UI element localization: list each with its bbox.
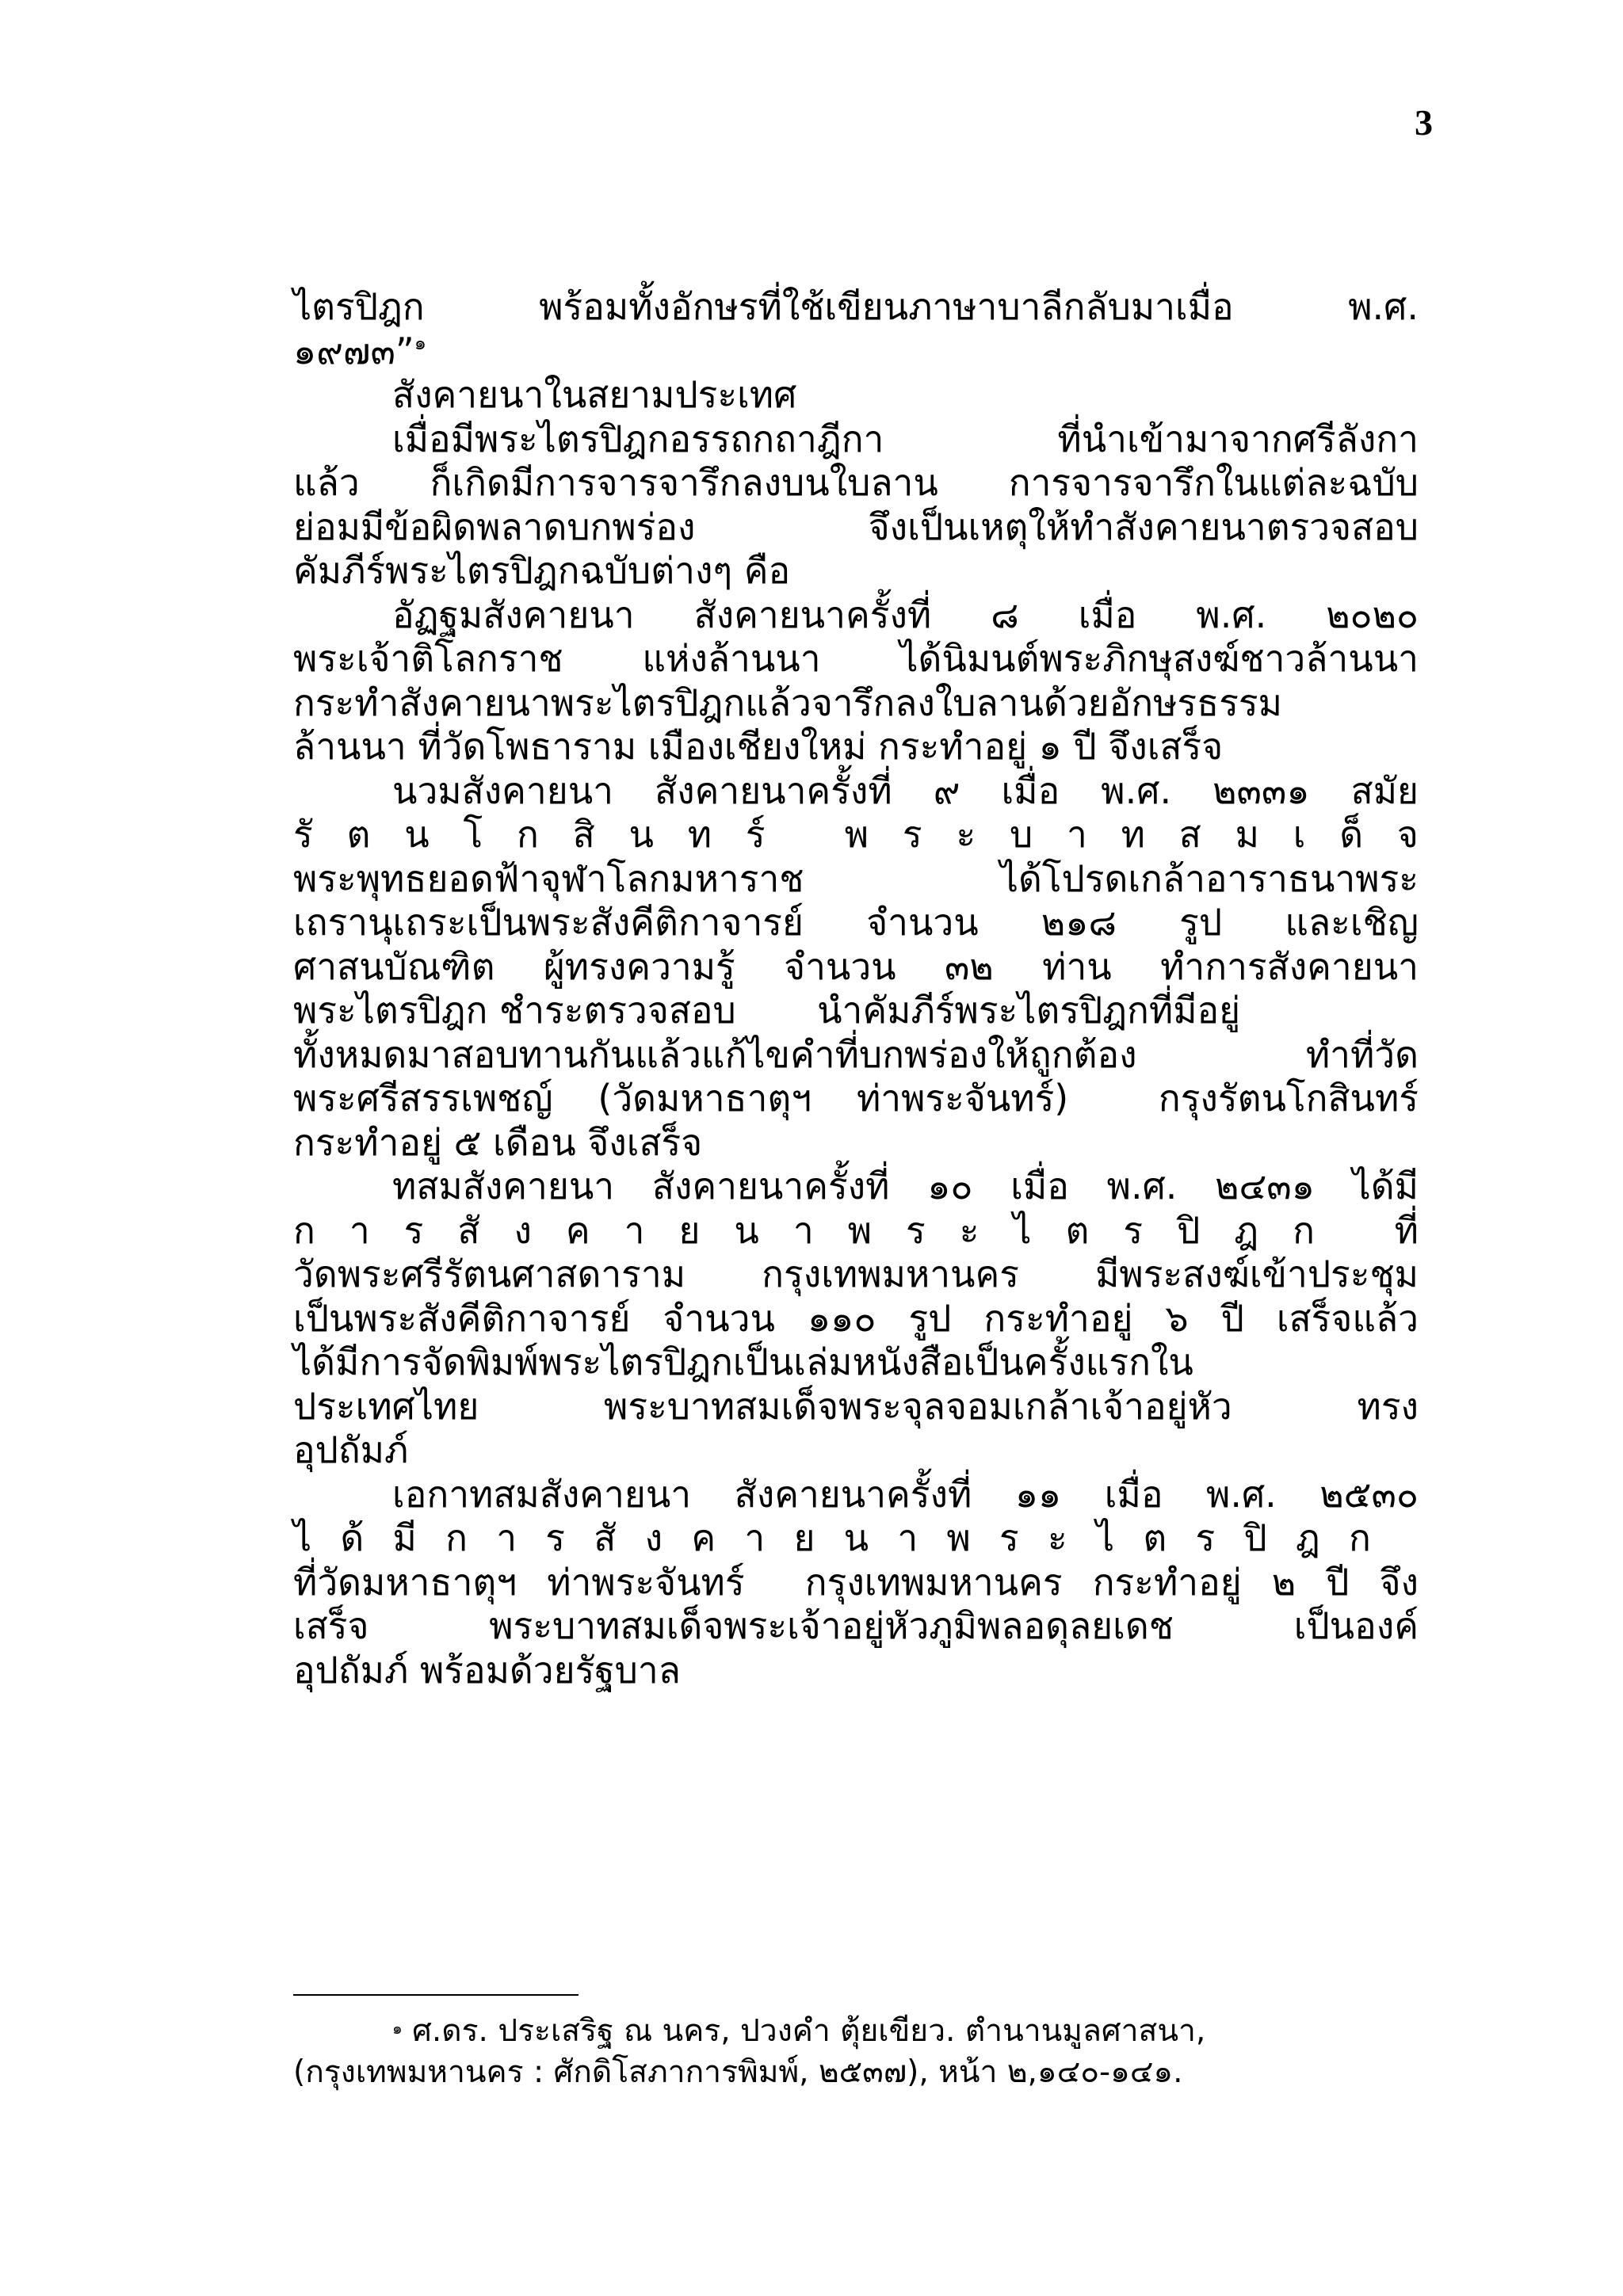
text-line-content: ทสมสังคายนา สังคายนาครั้งที่ ๑๐ เมื่อ พ.ศ. ๒๔๓๑ ได้มี <box>392 1165 1419 1207</box>
footnote-marker: ๑ <box>392 2019 403 2038</box>
text-line <box>293 1385 1419 1429</box>
text-line <box>293 901 1419 945</box>
footnote-line-1 <box>293 2011 1419 2052</box>
text-line-content: ทั้งหมดมาสอบทานกันแล้วแก้ไขคำที่บกพร่องให้ถูกต้อง ทำที่วัด <box>293 1032 1419 1076</box>
text-line <box>293 1561 1419 1605</box>
text-line <box>293 1428 1419 1473</box>
text-line: รั ต น โ ก สิ น ท ร์ พ ร ะ บ า ท ส ม เ ด็ จ <box>293 813 1419 856</box>
text-line <box>293 989 1419 1033</box>
text-line-content: สังคายนาในสยามประเทศ <box>392 373 797 416</box>
text-line-content: เป็นพระสังคีติกาจารย์ จำนวน ๑๑๐ รูป กระทำอยู่ ๖ ปี เสร็จแล้ว <box>293 1296 1419 1340</box>
text-line-content: ได้มีการจัดพิมพ์พระไตรปิฎกเป็นเล่มหนังสือเป็นครั้งแรกใน <box>293 1341 1193 1383</box>
text-line: ก า ร สั ง ค า ย น า พ ร ะ ไ ต ร ปิ ฎ ก ที่ <box>293 1208 1419 1252</box>
text-line <box>293 945 1419 990</box>
text-line <box>293 549 1419 593</box>
page-number: 3 <box>1415 102 1433 143</box>
text-line-content: ประเทศไทย พระบาทสมเด็จพระจุลจอมเกล้าเจ้าอยู่หัว ทรง <box>293 1384 1419 1428</box>
text-line-content: พระศรีสรรเพชญ์ (วัดมหาธาตุฯ ท่าพระจันทร์) กรุงรัตนโกสินทร์ <box>293 1077 1419 1119</box>
text-line <box>293 1297 1419 1341</box>
text-line-content: คัมภีร์พระไตรปิฎกฉบับต่างๆ คือ <box>293 549 791 592</box>
text-line <box>293 637 1419 681</box>
body-text <box>293 285 1419 1692</box>
footnote-text-1: ศ.ดร. ประเสริฐ ณ นคร, ปวงคำ ตุ้ยเขียว. ตำนานมูลศาสนา, <box>412 2013 1206 2049</box>
text-line-content: นวมสังคายนา สังคายนาครั้งที่ ๙ เมื่อ พ.ศ. ๒๓๓๑ สมัย <box>392 769 1419 812</box>
text-line-content: ล้านนา ที่วัดโพธาราม เมืองเชียงใหม่ กระทำอยู่ ๑ ปี จึงเสร็จ <box>293 725 1224 768</box>
text-line <box>293 1341 1419 1385</box>
footnote-divider <box>293 1994 579 1996</box>
text-line-content: กระทำสังคายนาพระไตรปิฎกแล้วจารึกลงใบลานด้วยอักษรธรรม <box>293 681 1282 724</box>
text-line <box>293 1165 1419 1209</box>
text-line <box>293 373 1419 418</box>
text-line <box>293 461 1419 505</box>
text-line-content: เอกาทสมสังคายนา สังคายนาครั้งที่ ๑๑ เมื่อ พ.ศ. ๒๕๓๐ <box>392 1472 1419 1516</box>
text-line <box>293 1253 1419 1297</box>
text-line <box>293 725 1419 769</box>
footnote-reference: ๑ <box>414 331 426 354</box>
text-line <box>293 1121 1419 1165</box>
text-line-content: กระทำอยู่ ๕ เดือน จึงเสร็จ <box>293 1120 703 1164</box>
text-line <box>293 418 1419 462</box>
text-line-content: อุปถัมภ์ พร้อมด้วยรัฐบาล <box>293 1648 681 1691</box>
text-line <box>293 857 1419 902</box>
text-line <box>293 1604 1419 1649</box>
text-line-content: เมื่อมีพระไตรปิฎกอรรถกถาฎีกา ที่นำเข้ามาจากศรีลังกา <box>392 417 1419 460</box>
text-line <box>293 505 1419 550</box>
text-line <box>293 769 1419 814</box>
text-line-content: อุปถัมภ์ <box>293 1428 409 1471</box>
text-line-content: เถรานุเถระเป็นพระสังคีติกาจารย์ จำนวน ๒๑๘ รูป และเชิญ <box>293 901 1419 944</box>
text-line-content: ไตรปิฎก พร้อมทั้งอักษรที่ใช้เขียนภาษาบาลีกลับมาเมื่อ พ.ศ. <box>293 285 1419 328</box>
text-line <box>293 1473 1419 1517</box>
footnotes <box>293 2011 1419 2093</box>
text-line-content: แล้ว ก็เกิดมีการจารจารึกลงบนใบลาน การจารจารึกในแต่ละฉบับ <box>293 461 1419 504</box>
footnote-text-2: (กรุงเทพมหานคร : ศักดิโสภาการพิมพ์, ๒๕๓๗), หน้า ๒,๑๔๐-๑๔๑. <box>293 2054 1183 2090</box>
text-line-content: พระไตรปิฎก ชำระตรวจสอบ นำคัมภีร์พระไตรปิฎกที่มีอยู่ <box>293 989 1241 1032</box>
text-line-content: ที่วัดมหาธาตุฯ ท่าพระจันทร์ กรุงเทพมหานคร กระทำอยู่ ๒ ปี จึง <box>293 1560 1419 1604</box>
text-line <box>293 330 1419 374</box>
text-line <box>293 1033 1419 1077</box>
text-line <box>293 1077 1419 1121</box>
text-line-content: ย่อมมีข้อผิดพลาดบกพร่อง จึงเป็นเหตุให้ทำสังคายนาตรวจสอบ <box>293 505 1419 548</box>
text-line-content: พระพุทธยอดฟ้าจุฬาโลกมหาราช ได้โปรดเกล้าอาราธนาพระ <box>293 856 1419 900</box>
text-line-content: ศาสนบัณฑิต ผู้ทรงความรู้ จำนวน ๓๒ ท่าน ทำการสังคายนา <box>293 944 1419 988</box>
text-line <box>293 1649 1419 1693</box>
text-line <box>293 285 1419 330</box>
text-line <box>293 681 1419 726</box>
text-line-content: พระเจ้าติโลกราช แห่งล้านนา ได้นิมนต์พระภิกษุสงฆ์ชาวล้านนา <box>293 637 1419 680</box>
text-line <box>293 593 1419 638</box>
text-line: ไ ด้ มี ก า ร สั ง ค า ย น า พ ร ะ ไ ต ร ปิ ฎ ก <box>293 1516 1371 1559</box>
text-line-content: วัดพระศรีรัตนศาสดาราม กรุงเทพมหานคร มีพระสงฆ์เข้าประชุม <box>293 1253 1419 1295</box>
text-line-content: อัฏฐมสังคายนา สังคายนาครั้งที่ ๘ เมื่อ พ.ศ. ๒๐๒๐ <box>392 593 1419 636</box>
text-line-content: เสร็จ พระบาทสมเด็จพระเจ้าอยู่หัวภูมิพลอดุลยเดช เป็นองค์ <box>293 1604 1419 1647</box>
footnote-line-2 <box>293 2052 1419 2093</box>
text-line-content: ๑๙๗๓” <box>293 329 414 372</box>
